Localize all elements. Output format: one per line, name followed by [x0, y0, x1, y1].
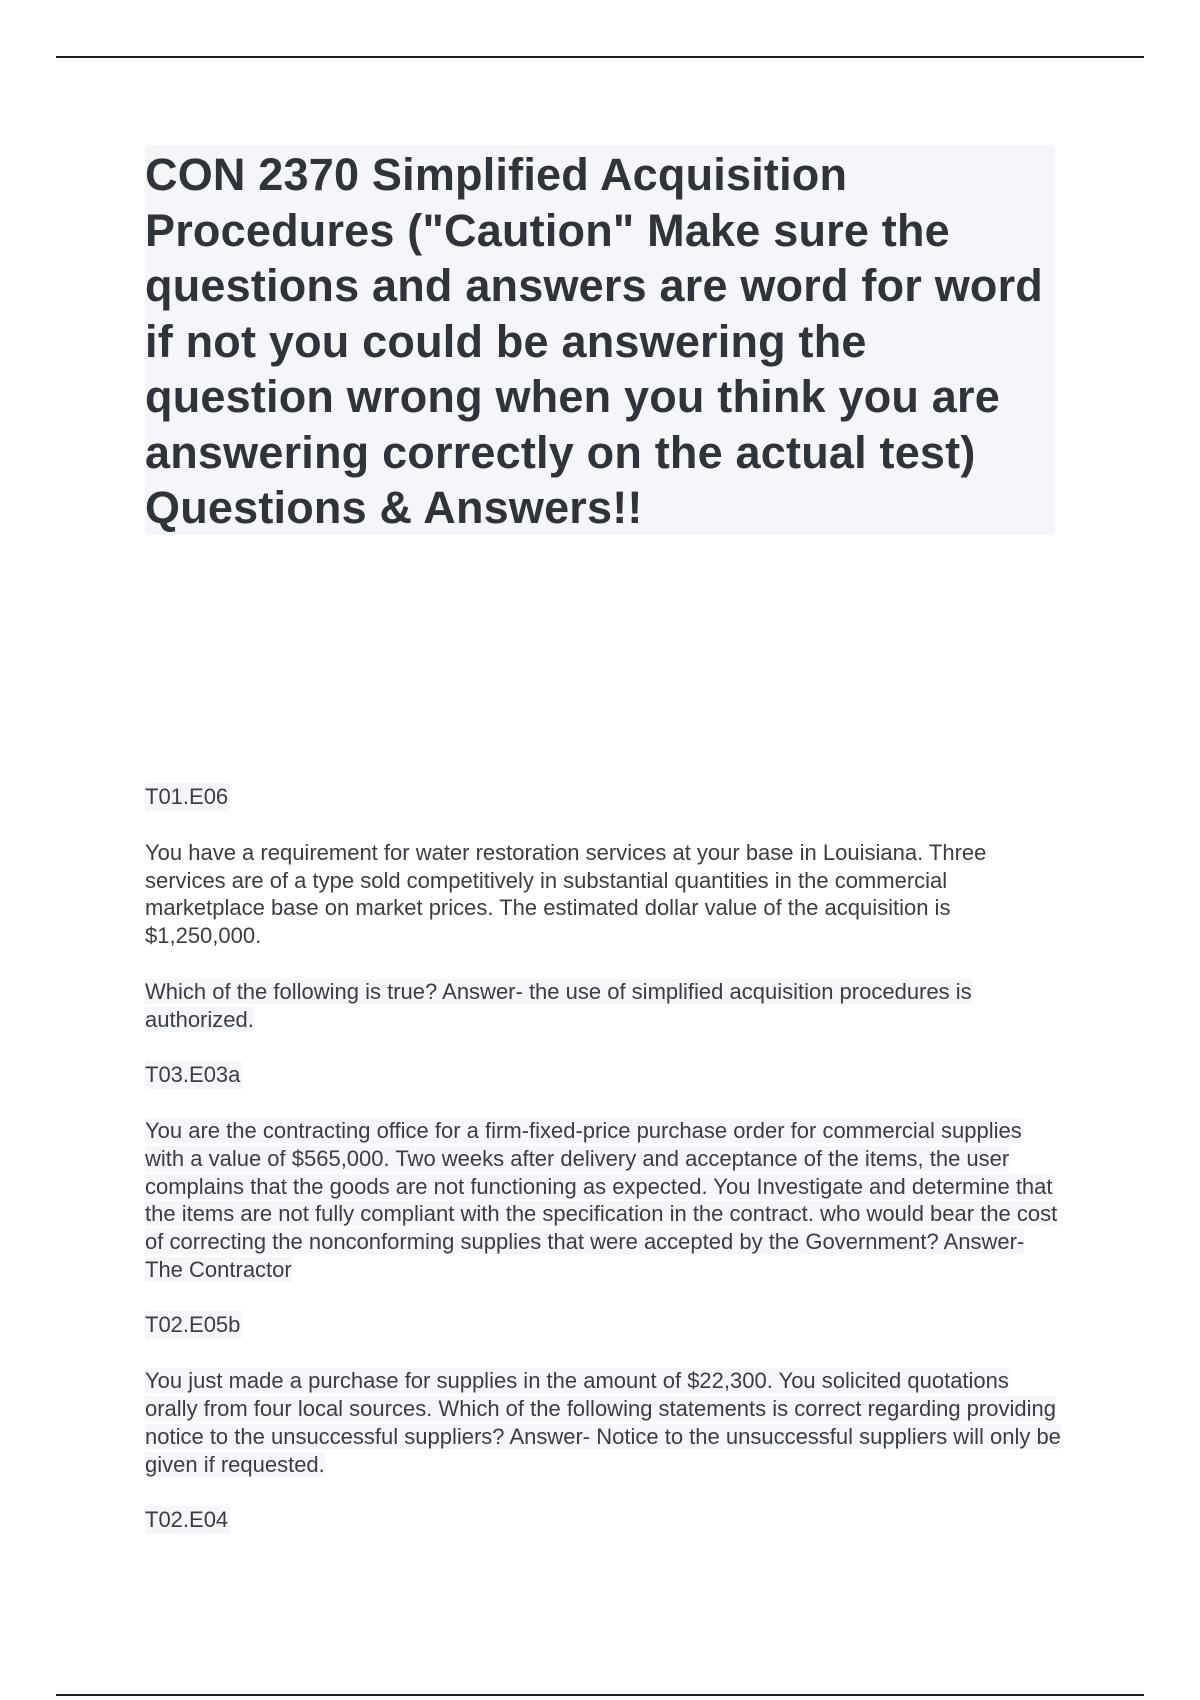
question-answer: You just made a purchase for supplies in the amount of $22,300. You solicited quotations orally from four local sources. Which of the following statements is correct regarding providing notice to the unsuccessful suppliers? Answer- Notice to the unsuccessful suppliers will only be given if requested.: [145, 1368, 1061, 1477]
document-title: CON 2370 Simplified Acquisition Procedures ("Caution" Make sure the questions and answers are word for word if not you could be answering the question wrong when you think you are answering correctly on the actual test) Questions & Answers!!: [145, 149, 1043, 533]
qa-item: [145, 783, 1065, 1061]
qa-item: [145, 1061, 1065, 1311]
question-code: T01.E06: [145, 784, 229, 809]
qa-item: [145, 1506, 1065, 1534]
top-rule: [56, 56, 1144, 58]
question-answer: You are the contracting office for a firm-fixed-price purchase order for commercial supplies with a value of $565,000. Two weeks after delivery and acceptance of the items, the user complains that the goods are not functioning as expected. You Investigate and determine that the items are not fully compliant with the specification in the contract. who would bear the cost of correcting the nonconforming supplies that were accepted by the Government? Answer- The Contractor: [145, 1118, 1058, 1282]
question-answer: Which of the following is true? Answer- the use of simplified acquisition procedures is authorized.: [145, 978, 972, 1032]
question-code: T02.E05b: [145, 1312, 241, 1338]
qa-item: [145, 1311, 1065, 1506]
question-code: T03.E03a: [145, 1062, 241, 1088]
bottom-rule: [56, 1694, 1144, 1696]
question-text: You have a requirement for water restoration services at your base in Louisiana. Three services are of a type sold competitively in substantial quantities in the commercial marketplace base on market prices. The estimated dollar value of the acquisition is $1,250,000.: [145, 840, 987, 949]
question-code: T02.E04: [145, 1507, 229, 1533]
title-block: [145, 145, 1055, 535]
qa-content: [145, 783, 1065, 1534]
